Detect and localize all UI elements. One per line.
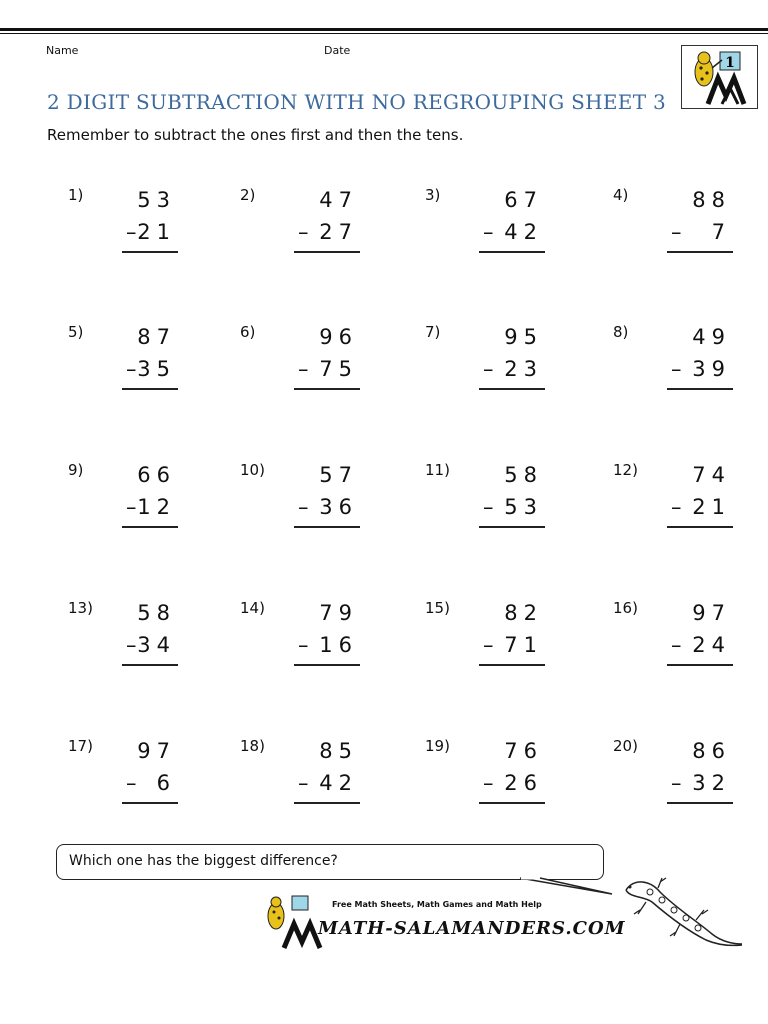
- subtrahend: 71: [504, 633, 543, 657]
- problem: [425, 737, 545, 817]
- problem-number: 13): [68, 599, 93, 617]
- problem: [613, 461, 733, 541]
- problem: [613, 323, 733, 403]
- subtrahend: 42: [319, 771, 358, 795]
- subtrahend: 39: [692, 357, 731, 381]
- answer-line: [479, 802, 545, 804]
- footer-tagline: Free Math Sheets, Math Games and Math Help: [332, 900, 542, 909]
- math-salamanders-logo: [681, 45, 758, 109]
- minuend: 88: [692, 188, 731, 212]
- minuend: 76: [504, 739, 543, 763]
- subtrahend: 12: [137, 495, 176, 519]
- minuend: 58: [504, 463, 543, 487]
- footer-site-name: MATH-SALAMANDERS.COM: [318, 918, 626, 939]
- answer-line: [667, 802, 733, 804]
- answer-line: [479, 388, 545, 390]
- answer-line: [667, 526, 733, 528]
- subtrahend: 36: [319, 495, 358, 519]
- problem: [240, 461, 360, 541]
- minus-sign: –: [671, 633, 682, 657]
- salamander-icon: [616, 874, 746, 954]
- answer-line: [122, 388, 178, 390]
- minuend: 47: [319, 188, 358, 212]
- minuend: 57: [319, 463, 358, 487]
- problem: [425, 461, 545, 541]
- problem-number: 19): [425, 737, 450, 755]
- minus-sign: –: [671, 357, 682, 381]
- minuend: 96: [319, 325, 358, 349]
- answer-line: [479, 251, 545, 253]
- problem-number: 2): [240, 186, 256, 204]
- problem: [68, 323, 178, 403]
- answer-line: [122, 802, 178, 804]
- answer-line: [122, 251, 178, 253]
- problem-number: 15): [425, 599, 450, 617]
- minuend: 82: [504, 601, 543, 625]
- date-label: Date: [324, 44, 351, 57]
- problem-number: 12): [613, 461, 638, 479]
- problem-number: 20): [613, 737, 638, 755]
- problem: [68, 737, 178, 817]
- subtrahend: 34: [137, 633, 176, 657]
- top-rule: [0, 28, 768, 31]
- name-label: Name: [46, 44, 79, 57]
- problem-number: 4): [613, 186, 629, 204]
- minuend: 95: [504, 325, 543, 349]
- minus-sign: –: [298, 633, 309, 657]
- problem: [68, 461, 178, 541]
- salamander-logo-icon: [682, 46, 757, 108]
- minus-sign: –: [483, 357, 494, 381]
- minuend: 58: [137, 601, 176, 625]
- subtrahend: 35: [137, 357, 176, 381]
- problem: [240, 737, 360, 817]
- subtrahend: 32: [692, 771, 731, 795]
- answer-line: [294, 802, 360, 804]
- page-title: 2 DIGIT SUBTRACTION WITH NO REGROUPING SHEET 3: [47, 90, 667, 114]
- minus-sign: –: [298, 220, 309, 244]
- minus-sign: –: [483, 495, 494, 519]
- problem: [425, 186, 545, 266]
- instructions: Remember to subtract the ones first and then the tens.: [47, 126, 464, 144]
- answer-line: [122, 526, 178, 528]
- minus-sign: –: [126, 495, 137, 519]
- minus-sign: –: [671, 220, 682, 244]
- problem: [613, 599, 733, 679]
- minuend: 74: [692, 463, 731, 487]
- problem: [425, 599, 545, 679]
- answer-line: [479, 526, 545, 528]
- minuend: 86: [692, 739, 731, 763]
- problem: [425, 323, 545, 403]
- minuend: 97: [692, 601, 731, 625]
- minus-sign: –: [126, 220, 137, 244]
- answer-line: [667, 251, 733, 253]
- problem-number: 11): [425, 461, 450, 479]
- minuend: 97: [137, 739, 176, 763]
- problem-number: 17): [68, 737, 93, 755]
- minus-sign: –: [126, 357, 137, 381]
- minus-sign: –: [126, 633, 137, 657]
- top-rule-thin: [0, 33, 768, 34]
- minus-sign: –: [671, 495, 682, 519]
- problem-number: 1): [68, 186, 84, 204]
- problem: [240, 599, 360, 679]
- subtrahend: 27: [319, 220, 358, 244]
- minus-sign: –: [483, 220, 494, 244]
- problem-number: 8): [613, 323, 629, 341]
- problem: [68, 599, 178, 679]
- subtrahend: 23: [504, 357, 543, 381]
- subtrahend: 24: [692, 633, 731, 657]
- problem: [613, 186, 733, 266]
- problem: [68, 186, 178, 266]
- answer-line: [122, 664, 178, 666]
- problem: [240, 323, 360, 403]
- problem-number: 6): [240, 323, 256, 341]
- subtrahend: 16: [319, 633, 358, 657]
- minuend: 79: [319, 601, 358, 625]
- minuend: 49: [692, 325, 731, 349]
- minuend: 85: [319, 739, 358, 763]
- answer-line: [294, 664, 360, 666]
- answer-line: [294, 526, 360, 528]
- subtrahend: 6: [156, 771, 176, 795]
- subtrahend: 75: [319, 357, 358, 381]
- minus-sign: –: [126, 771, 137, 795]
- minuend: 53: [137, 188, 176, 212]
- subtrahend: 26: [504, 771, 543, 795]
- subtrahend: 21: [137, 220, 176, 244]
- subtrahend: 53: [504, 495, 543, 519]
- question-text: Which one has the biggest difference?: [69, 853, 338, 869]
- problem-number: 16): [613, 599, 638, 617]
- problem: [613, 737, 733, 817]
- minuend: 87: [137, 325, 176, 349]
- subtrahend: 7: [711, 220, 731, 244]
- problem-number: 3): [425, 186, 441, 204]
- problem-number: 9): [68, 461, 84, 479]
- minus-sign: –: [298, 771, 309, 795]
- problem-number: 18): [240, 737, 265, 755]
- minus-sign: –: [298, 357, 309, 381]
- answer-line: [479, 664, 545, 666]
- subtrahend: 21: [692, 495, 731, 519]
- minus-sign: –: [483, 633, 494, 657]
- answer-line: [294, 388, 360, 390]
- answer-line: [667, 664, 733, 666]
- problem-number: 7): [425, 323, 441, 341]
- minus-sign: –: [298, 495, 309, 519]
- minuend: 66: [137, 463, 176, 487]
- problem-number: 10): [240, 461, 265, 479]
- problem-number: 5): [68, 323, 84, 341]
- problem: [240, 186, 360, 266]
- problem-number: 14): [240, 599, 265, 617]
- minus-sign: –: [483, 771, 494, 795]
- minus-sign: –: [671, 771, 682, 795]
- minuend: 67: [504, 188, 543, 212]
- answer-line: [294, 251, 360, 253]
- answer-line: [667, 388, 733, 390]
- logo-badge-number: 1: [725, 55, 735, 71]
- subtrahend: 42: [504, 220, 543, 244]
